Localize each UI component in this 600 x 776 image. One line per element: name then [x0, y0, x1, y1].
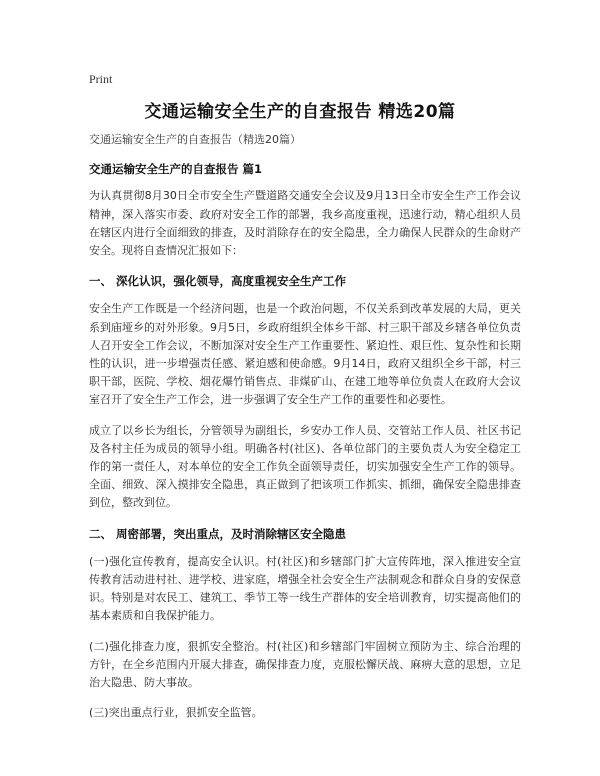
document-subtitle: 交通运输安全生产的自查报告（精选20篇） [89, 133, 301, 146]
paragraph-intro: 为认真贯彻8月30日全市安全生产暨道路交通安全会议及9月13日全市安全生产工作会议精神，深入落实市委、政府对安全工作的部署，我乡高度重视，迅速行动，精心组织人员在辖区内进行全面细致的排查，及时消除存在的安全隐患，全力确保人民群众的生命财产安全。现将自查情况汇报如下： [89, 189, 521, 258]
print-label: Print [89, 72, 113, 86]
paragraph-4: (二)强化排查力度，狠抓安全整治。村(社区)和乡辖部门牢固树立预防为主、综合治理的方针，在全乡范围内开展大排查，确保排查力度，克服松懈厌战、麻痹大意的思想，立足治大隐患、防大事故。 [89, 639, 521, 690]
paragraph-2: 成立了以乡长为组长，分管领导为副组长，乡安办工作人员、交管站工作人员、社区书记及各村主任为成员的领导小组。明确各村(社区)、各单位部门的主要负责人为安全稳定工作的第一责任人，对本单位的安全工作负全面领导责任，切实加强安全生产工作的领导。全面、细致、深入摸排安全隐患，真正做到了把该项工作抓实、抓细，确保安全隐患排查到位，整改到位。 [89, 423, 521, 510]
paragraph-3: (一)强化宣传教育，提高安全认识。村(社区)和乡辖部门扩大宣传阵地，深入推进安全宣传教育活动进村社、进学校、进家庭，增强全社会安全生产法制观念和群众自身的安保意识。特别是对农民工、建筑工、季节工等一线生产群体的安全培训教育，切实提高他们的基本素质和自我保护能力。 [89, 554, 521, 623]
paragraph-5: (三)突出重点行业，狠抓安全监管。 [89, 706, 263, 720]
document-title: 交通运输安全生产的自查报告 精选20篇 [144, 102, 456, 122]
document-body [89, 131, 521, 734]
paragraph-1: 安全生产工作既是一个经济问题，也是一个政治问题，不仅关系到改革发展的大局，更关系到庙垭乡的对外形象。9月5日，乡政府组织全体乡干部、村三职干部及乡辖各单位负责人召开安全工作会议，不断加深对安全生产工作重要性、紧迫性、艰巨性、复杂性和长期性的认识，进一步增强责任感、紧迫感和使命感。9月14日，政府又组织全乡干部，村三职干部，医院、学校、烟花爆竹销售点、非煤矿山、在建工地等单位负责人在政府大会议室召开了安全生产工作会，进一步强调了安全生产工作的重要性和必要性。 [89, 302, 521, 407]
section-heading-2: 二、 周密部署，突出重点，及时消除辖区安全隐患 [89, 526, 347, 541]
article-title: 交通运输安全生产的自查报告 篇1 [89, 162, 263, 177]
section-heading-1: 一、 深化认识，强化领导，高度重视安全生产工作 [89, 274, 347, 289]
